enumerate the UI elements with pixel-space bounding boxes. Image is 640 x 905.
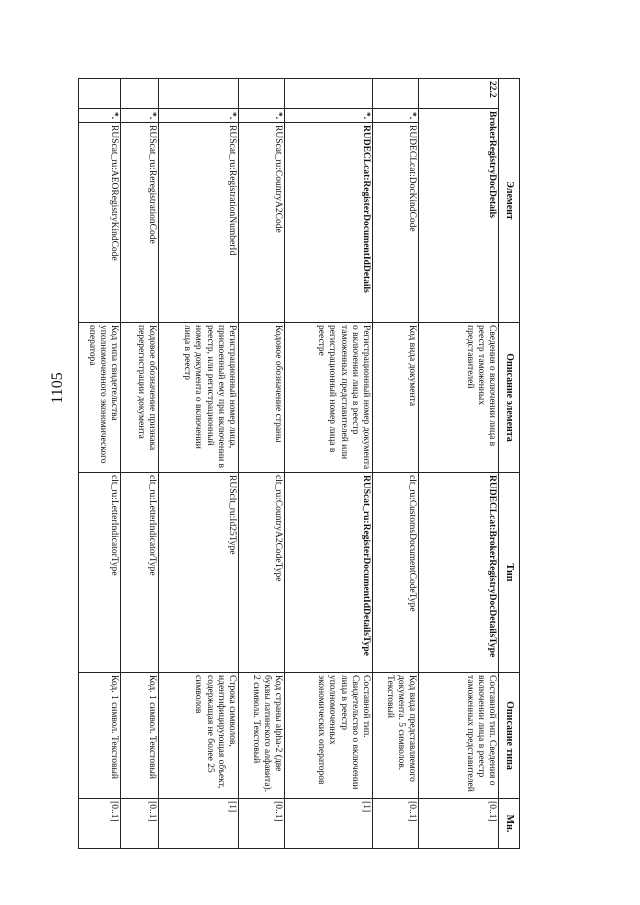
row-element: RUScat_ru:AEORegistryKindCode (79, 123, 121, 323)
row-star: *. (121, 109, 159, 123)
row-type: clt_ru:CountryA2CodeType (239, 473, 285, 673)
row-type-desc: Код вида представляемого документа. 5 символов. Текстовый (373, 673, 419, 799)
row-type-desc: Строка символов, идентифицирующая объект, содержащая не более 25 символов (159, 673, 239, 799)
table-row (285, 79, 373, 849)
table-row (419, 79, 499, 849)
header-mn: Мн. (499, 799, 520, 849)
row-element-desc: Сведения о включении лица в реестр таможенных представителей (419, 323, 499, 473)
row-type-desc: Код. 1 символ. Текстовый (121, 673, 159, 799)
row-element-desc: Кодовое обозначение признака перерегистрации документа (121, 323, 159, 473)
table-header-row (499, 79, 520, 849)
row-element-desc: Регистрационный номер лица, присвоенный ему при включении в реестр, или регистрационный номер документа о включении лица в реестр (159, 323, 239, 473)
row-element-desc: Регистрационный номер документа о включении лица в реестр таможенных представителей или регистрационный номер лица в реестре (285, 323, 373, 473)
table-row (373, 79, 419, 849)
row-type: clt_ru:LetterIndicatorType (121, 473, 159, 673)
row-type: RUSclt_ru:Id25Type (159, 473, 239, 673)
row-number (121, 79, 159, 109)
elements-table (78, 78, 520, 849)
row-type-desc: Составной тип. Свидетельство о включении лица в реестр уполномоченных экономических операторов (285, 673, 373, 799)
table-row (239, 79, 285, 849)
row-type: clt_ru:CustomsDocumentCodeType (373, 473, 419, 673)
row-element: RUDECLcat:RegisterDocumentIdDetails (285, 123, 373, 323)
header-type: Тип (499, 473, 520, 673)
page-number: 1105 (49, 372, 66, 404)
row-type-desc: Код страны alpha-2 (две буквы латинского алфавита). 2 символа. Текстовый (239, 673, 285, 799)
row-element: RUScat_ru:CountryA2Code (239, 123, 285, 323)
row-mn: [1] (159, 799, 239, 849)
row-mn: [1] (285, 799, 373, 849)
rotated-table-wrapper (86, 78, 520, 848)
row-mn: [0..1] (239, 799, 285, 849)
table-row (121, 79, 159, 849)
row-type-desc: Составной тип. Сведения о включении лица в реестр таможенных представителей (419, 673, 499, 799)
row-star: *. (373, 109, 419, 123)
row-star: *. (285, 109, 373, 123)
row-element-desc: Кодовое обозначение страны (239, 323, 285, 473)
row-number (159, 79, 239, 109)
row-element-desc: Код типа свидетельства уполномоченного экономического оператора (79, 323, 121, 473)
row-mn: [0..1] (419, 799, 499, 849)
table-row (79, 79, 121, 849)
row-element: RUDECLcat:DocKindCode (373, 123, 419, 323)
row-number (373, 79, 419, 109)
row-number (285, 79, 373, 109)
row-star: *. (79, 109, 121, 123)
row-element: RUScat_ru:ReregistrationCode (121, 123, 159, 323)
row-type: RUDECLcat:BrokerRegistryDocDetailsType (419, 473, 499, 673)
row-number (79, 79, 121, 109)
row-star: *. (239, 109, 285, 123)
row-type: clt_ru:LetterIndicatorType (79, 473, 121, 673)
table-row (159, 79, 239, 849)
row-type-desc: Код. 1 символ. Текстовый (79, 673, 121, 799)
row-mn: [0..1] (121, 799, 159, 849)
row-mn: [0..1] (79, 799, 121, 849)
row-element-desc: Код вида документа (373, 323, 419, 473)
header-type-desc: Описание типа (499, 673, 520, 799)
row-number (239, 79, 285, 109)
row-mn: [0..1] (373, 799, 419, 849)
header-element: Элемент (499, 79, 520, 323)
row-element: BrokerRegistryDocDetails (419, 109, 499, 323)
row-number: 22.2 (419, 79, 499, 109)
row-type: RUScat_ru:RegisterDocumentIdDetailsType (285, 473, 373, 673)
row-star: *. (159, 109, 239, 123)
row-element: RUScat_ru:RegistrationNumberId (159, 123, 239, 323)
header-element-desc: Описание элемента (499, 323, 520, 473)
